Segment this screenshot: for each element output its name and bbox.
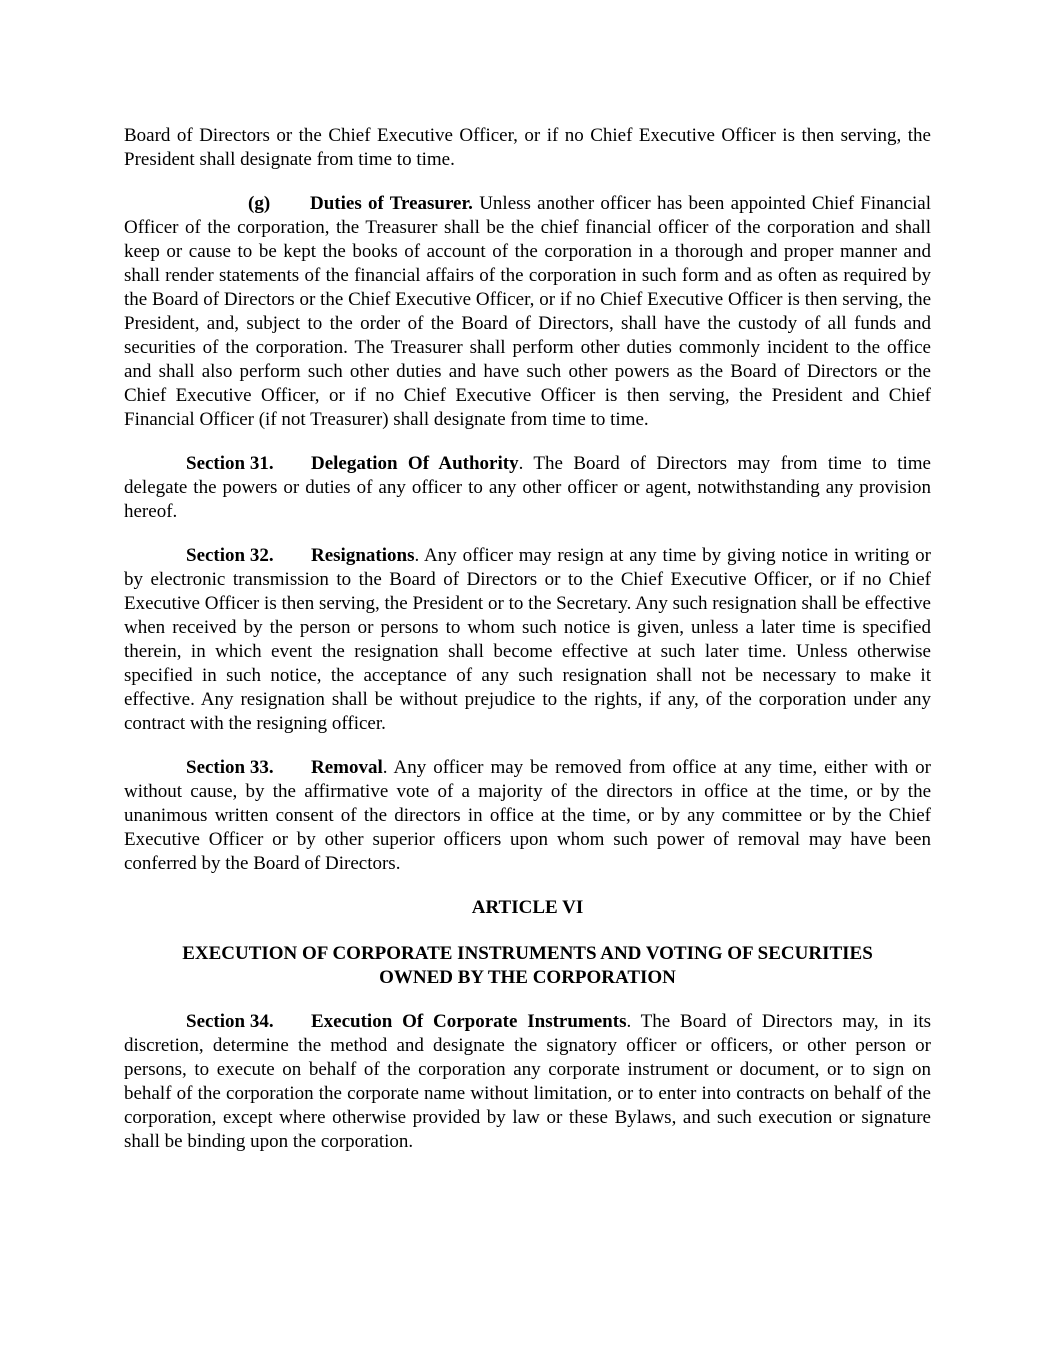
section-34 — [124, 1010, 931, 1154]
section-number: Section 33. — [186, 757, 274, 778]
section-text: . The Board of Directors may, in its discretion, determine the method and designate the signatory officer or officers, or other person or persons, to execute on behalf of the corporation any corporate instrument or document, or to sign on behalf of the corporation the corporate name without limitation, or to enter into contracts on behalf of the corporation, except where otherwise provided by law or these Bylaws, and such execution or signature shall be binding upon the corporation. — [124, 1011, 932, 1152]
section-text: . The Board of Directors may from time to time delegate the powers or duties of any officer to any other officer or agent, notwithstanding any provision hereof. — [124, 453, 931, 522]
continued-paragraph: Board of Directors or the Chief Executive Officer, or if no Chief Executive Officer is then serving, the President shall designate from time to time. — [124, 125, 931, 170]
section-31 — [124, 452, 931, 524]
section-number: Section 31. — [186, 453, 274, 474]
section-text: . Any officer may resign at any time by giving notice in writing or by electronic transmission to the Board of Directors or to the Chief Executive Officer, or if no Chief Executive Officer is then serving, the President or to the Secretary. Any such resignation shall be effective when received by the person or persons to whom such notice is given, unless a later time is specified therein, in which event the resignation shall become effective at such later time. Unless otherwise specified in such notice, the acceptance of any such resignation shall not be necessary to make it effective. Any resignation shall be without prejudice to the rights, if any, of the corporation under any contract with the resigning officer. — [124, 545, 931, 734]
section-text: . Any officer may be removed from office at any time, either with or without cause, by the affirmative vote of a majority of the directors in office at the time, or by the unanimous written consent of the directors in office at the time, or by any committee or by the Chief Executive Officer or by other superior officers upon whom such power of removal may have been conferred by the Board of Directors. — [124, 757, 931, 874]
section-number: Section 34. — [186, 1011, 274, 1032]
section-heading: Delegation Of Authority — [311, 453, 519, 474]
article-title — [124, 942, 931, 990]
section-33 — [124, 756, 931, 876]
subsection-heading: Duties of Treasurer. — [310, 193, 473, 214]
section-number: Section 32. — [186, 545, 274, 566]
section-heading: Resignations — [311, 545, 415, 566]
section-32 — [124, 544, 931, 736]
article-heading: ARTICLE VI — [471, 897, 584, 918]
subsection-number: (g) — [248, 193, 271, 214]
article-title-line-1: EXECUTION OF CORPORATE INSTRUMENTS AND VOTING OF SECURITIES — [182, 943, 873, 964]
subsection-text: Unless another officer has been appointed Chief Financial Officer of the corporation, the Treasurer shall be the chief financial officer of the corporation and shall keep or cause to be kept the books of account of the corporation in a thorough and proper manner and shall render statements of the financial affairs of the corporation in such form and as often as required by the Board of Directors or the Chief Executive Officer, or if no Chief Executive Officer is then serving, the President, and, subject to the order of the Board of Directors, shall have the custody of all funds and securities of the corporation. The Treasurer shall perform other duties commonly incident to the office and shall also perform such other duties and have such other powers as the Board of Directors or the Chief Executive Officer, or if no Chief Executive Officer is then serving, the President and Chief Financial Officer (if not Treasurer) shall designate from time to time. — [124, 193, 931, 430]
section-heading: Removal — [311, 757, 383, 778]
section-heading: Execution Of Corporate Instruments — [311, 1011, 627, 1032]
subsection-g — [124, 192, 931, 432]
document-page — [124, 124, 931, 1174]
article-title-line-2: OWNED BY THE CORPORATION — [379, 967, 676, 988]
